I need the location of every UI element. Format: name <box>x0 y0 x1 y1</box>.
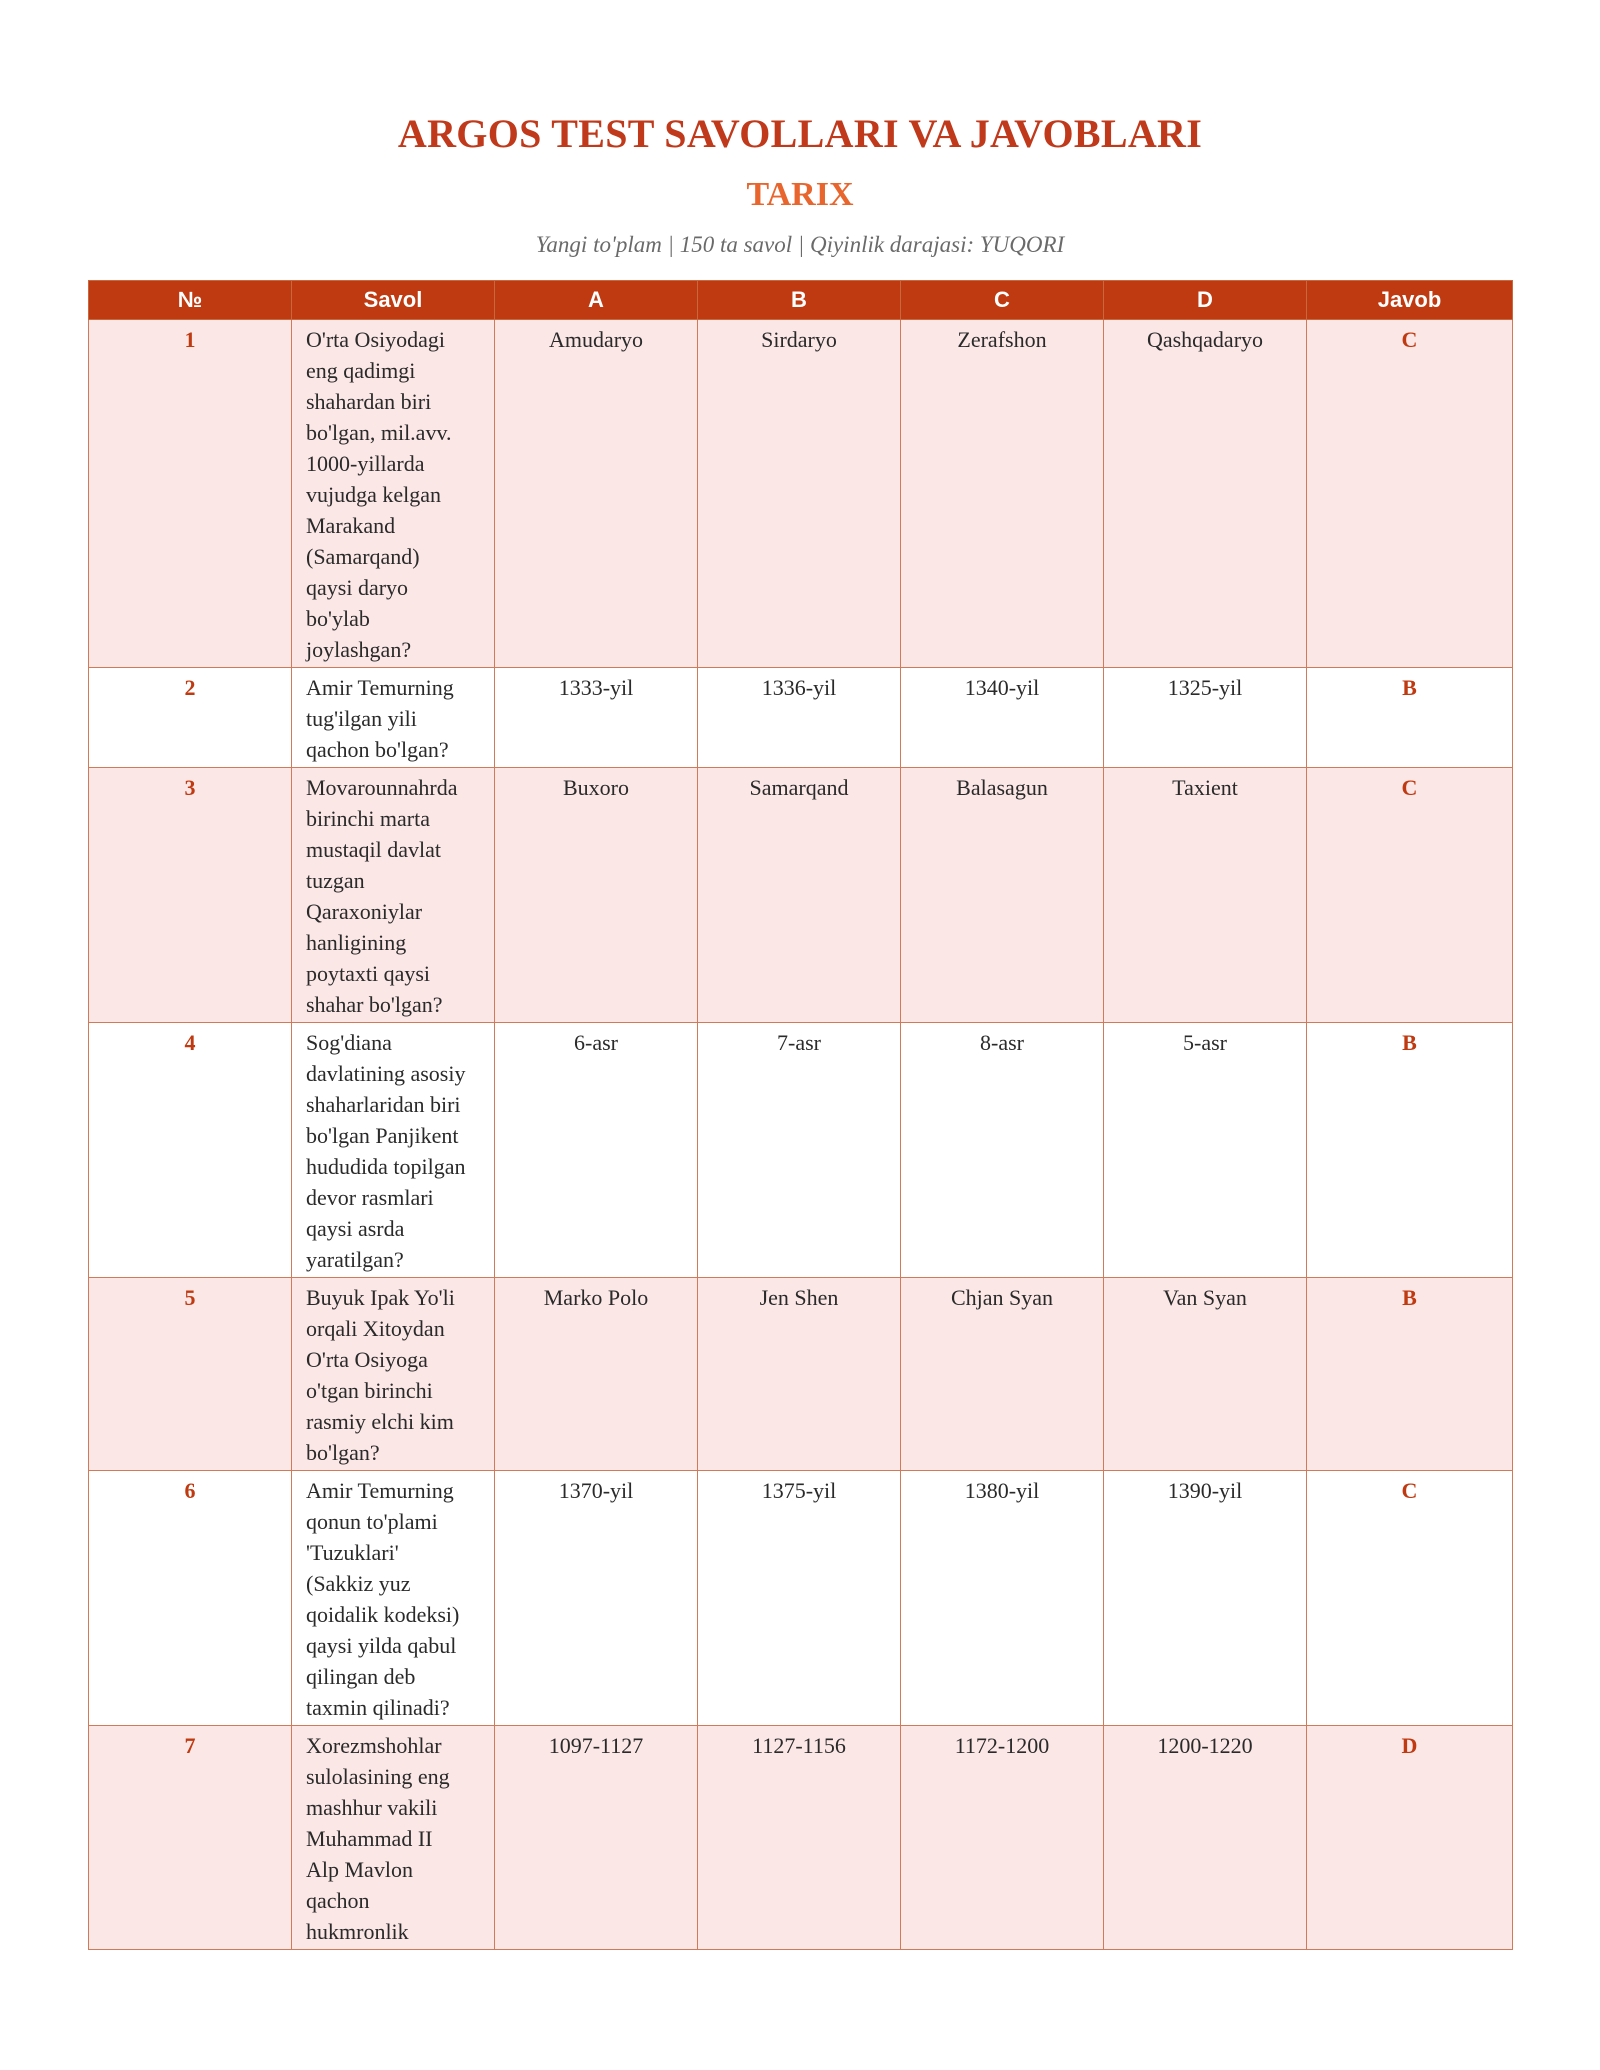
question-line: orqali Xitoydan <box>306 1316 445 1341</box>
question-line: Movarounnahrda <box>306 775 458 800</box>
option-a: 1097-1127 <box>495 1726 698 1950</box>
question-line: qilingan deb <box>306 1664 416 1689</box>
question-line: vujudga kelgan <box>306 482 442 507</box>
questions-table <box>88 280 1513 1950</box>
question-number: 5 <box>89 1278 292 1471</box>
question-line: qaysi yilda qabul <box>306 1633 457 1658</box>
option-c: Balasagun <box>901 768 1104 1023</box>
option-c: Zerafshon <box>901 320 1104 668</box>
option-a: 6-asr <box>495 1023 698 1278</box>
header-option-d: D <box>1104 281 1307 320</box>
table-row <box>89 768 1513 1023</box>
question-line: qachon <box>306 1888 370 1913</box>
question-line: tug'ilgan yili <box>306 706 417 731</box>
option-b: 1127-1156 <box>698 1726 901 1950</box>
question-line: shaharlaridan biri <box>306 1092 461 1117</box>
option-d: 1390-yil <box>1104 1471 1307 1726</box>
header-number: № <box>89 281 292 320</box>
table-body <box>89 320 1513 1950</box>
question-line: mashhur vakili <box>306 1795 438 1820</box>
question-number: 1 <box>89 320 292 668</box>
table-row <box>89 1278 1513 1471</box>
question-line: eng qadimgi <box>306 358 416 383</box>
header-answer: Javob <box>1307 281 1513 320</box>
option-d: 1325-yil <box>1104 668 1307 768</box>
option-d: 1200-1220 <box>1104 1726 1307 1950</box>
option-c: Chjan Syan <box>901 1278 1104 1471</box>
option-d: Taxient <box>1104 768 1307 1023</box>
correct-answer: C <box>1307 320 1513 668</box>
question-line: O'rta Osiyoga <box>306 1347 428 1372</box>
question-line: Alp Mavlon <box>306 1857 413 1882</box>
table-row <box>89 1023 1513 1278</box>
question-line: o'tgan birinchi <box>306 1378 433 1403</box>
header-option-b: B <box>698 281 901 320</box>
correct-answer: D <box>1307 1726 1513 1950</box>
question-line: yaratilgan? <box>306 1247 404 1272</box>
question-number: 6 <box>89 1471 292 1726</box>
correct-answer: C <box>1307 1471 1513 1726</box>
option-d: 5-asr <box>1104 1023 1307 1278</box>
question-text <box>292 768 495 1023</box>
header-option-c: C <box>901 281 1104 320</box>
question-text <box>292 1023 495 1278</box>
correct-answer: B <box>1307 1278 1513 1471</box>
question-line: Xorezmshohlar <box>306 1733 442 1758</box>
question-text <box>292 1471 495 1726</box>
question-line: hukmronlik <box>306 1919 409 1944</box>
question-line: Amir Temurning <box>306 1478 454 1503</box>
question-line: Amir Temurning <box>306 675 454 700</box>
question-line: birinchi marta <box>306 806 431 831</box>
question-line: qaysi asrda <box>306 1216 405 1241</box>
correct-answer: B <box>1307 668 1513 768</box>
document-subtitle: Yangi to'plam | 150 ta savol | Qiyinlik darajasi: YUQORI <box>535 232 1065 257</box>
question-line: Sog'diana <box>306 1030 392 1055</box>
option-d: Van Syan <box>1104 1278 1307 1471</box>
question-number: 7 <box>89 1726 292 1950</box>
header-option-a: A <box>495 281 698 320</box>
option-b: 1375-yil <box>698 1471 901 1726</box>
option-d: Qashqadaryo <box>1104 320 1307 668</box>
option-b: Jen Shen <box>698 1278 901 1471</box>
question-line: (Samarqand) <box>306 544 420 569</box>
question-text <box>292 1278 495 1471</box>
question-line: bo'lgan Panjikent <box>306 1123 459 1148</box>
question-line: poytaxti qaysi <box>306 961 431 986</box>
question-line: (Sakkiz yuz <box>306 1571 411 1596</box>
table-header-row <box>89 281 1513 320</box>
question-line: bo'ylab <box>306 606 370 631</box>
question-line: shahar bo'lgan? <box>306 992 443 1017</box>
question-line: qaysi daryo <box>306 575 409 600</box>
option-a: 1333-yil <box>495 668 698 768</box>
document-subject: TARIX <box>746 176 854 213</box>
option-a: Buxoro <box>495 768 698 1023</box>
option-c: 1172-1200 <box>901 1726 1104 1950</box>
option-c: 1340-yil <box>901 668 1104 768</box>
correct-answer: C <box>1307 768 1513 1023</box>
question-number: 2 <box>89 668 292 768</box>
option-c: 1380-yil <box>901 1471 1104 1726</box>
question-line: devor rasmlari <box>306 1185 434 1210</box>
option-b: Samarqand <box>698 768 901 1023</box>
question-line: O'rta Osiyodagi <box>306 327 445 352</box>
question-text <box>292 320 495 668</box>
question-line: Buyuk Ipak Yo'li <box>306 1285 455 1310</box>
option-a: 1370-yil <box>495 1471 698 1726</box>
document-title: ARGOS TEST SAVOLLARI VA JAVOBLARI <box>397 111 1203 156</box>
question-line: 1000-yillarda <box>306 451 425 476</box>
question-line: Marakand <box>306 513 396 538</box>
question-line: hududida topilgan <box>306 1154 466 1179</box>
option-c: 8-asr <box>901 1023 1104 1278</box>
question-line: mustaqil davlat <box>306 837 442 862</box>
question-number: 3 <box>89 768 292 1023</box>
question-line: tuzgan <box>306 868 365 893</box>
table-row <box>89 668 1513 768</box>
option-b: 1336-yil <box>698 668 901 768</box>
question-line: bo'lgan, mil.avv. <box>306 420 452 445</box>
question-line: davlatining asosiy <box>306 1061 466 1086</box>
question-line: 'Tuzuklari' <box>306 1540 399 1565</box>
question-number: 4 <box>89 1023 292 1278</box>
question-text <box>292 1726 495 1950</box>
option-b: 7-asr <box>698 1023 901 1278</box>
question-line: qoidalik kodeksi) <box>306 1602 460 1627</box>
option-b: Sirdaryo <box>698 320 901 668</box>
question-line: taxmin qilinadi? <box>306 1695 450 1720</box>
question-line: shahardan biri <box>306 389 432 414</box>
question-line: Muhammad II <box>306 1826 433 1851</box>
question-line: sulolasining eng <box>306 1764 450 1789</box>
question-line: qonun to'plami <box>306 1509 438 1534</box>
correct-answer: B <box>1307 1023 1513 1278</box>
question-text <box>292 668 495 768</box>
question-line: bo'lgan? <box>306 1440 380 1465</box>
question-line: qachon bo'lgan? <box>306 737 449 762</box>
question-line: hanligining <box>306 930 407 955</box>
table-row <box>89 1726 1513 1950</box>
question-line: joylashgan? <box>306 637 412 662</box>
option-a: Marko Polo <box>495 1278 698 1471</box>
option-a: Amudaryo <box>495 320 698 668</box>
table-row <box>89 320 1513 668</box>
question-line: rasmiy elchi kim <box>306 1409 454 1434</box>
table-row <box>89 1471 1513 1726</box>
question-line: Qaraxoniylar <box>306 899 423 924</box>
header-question: Savol <box>292 281 495 320</box>
